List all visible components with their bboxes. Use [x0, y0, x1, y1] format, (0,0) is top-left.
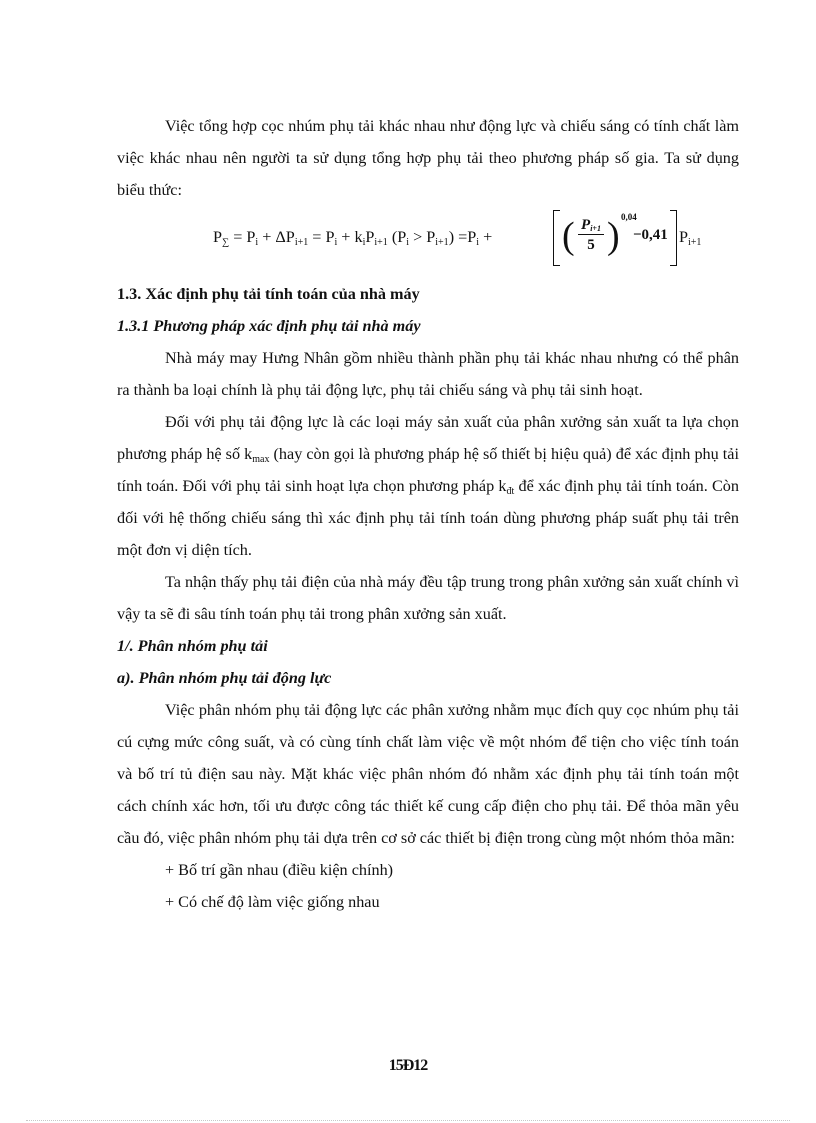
formula-text: > P	[409, 228, 436, 246]
page-content	[117, 110, 739, 918]
formula-left-part	[213, 228, 492, 247]
paragraph-methods	[117, 406, 739, 566]
formula-sub: i	[476, 237, 480, 248]
formula-sub: i+1	[374, 237, 388, 248]
formula-bracket-expression	[553, 210, 677, 264]
heading-section-1-3: 1.3. Xác định phụ tải tính toán của nhà máy	[117, 285, 420, 303]
formula-block	[117, 206, 739, 278]
formula-exponent: 0,04	[621, 212, 637, 222]
left-square-bracket	[553, 210, 560, 266]
formula-text: + ΔP	[258, 228, 295, 246]
formula-sub: i+1	[294, 237, 309, 248]
formula-text: P	[679, 228, 689, 246]
numerator-sub: i+1	[590, 224, 601, 233]
formula-sub: i+1	[435, 237, 449, 248]
paragraph-grouping: Việc phân nhóm phụ tải động lực các phân xưởng nhằm mục đích quy cọc nhúm phụ tải cú cựng mức công suất, và có cùng tính chất làm việc về một nhóm để tiện cho việc tính toán và bố trí tủ điện sau này. Mặt khác việc phân nhóm đó nhằm xác định phụ tải tính toán một cách chính xác hơn, tối ưu được công tác thiết kế cung cấp điện cho phụ tải. Để thỏa mãn yêu cầu đó, việc phân nhóm phụ tải dựa trên cơ sở các thiết bị điện trong cùng một nhóm thỏa mãn:	[117, 701, 739, 847]
formula-sub: i	[362, 237, 366, 248]
right-square-bracket	[670, 210, 677, 266]
formula-constant: −0,41	[633, 227, 668, 243]
heading-section-1-3-1: 1.3.1 Phương pháp xác định phụ tải nhà máy	[117, 317, 421, 335]
formula-tail	[679, 228, 701, 247]
formula-sub: i+1	[688, 237, 702, 248]
formula-text: +	[479, 228, 493, 246]
page-number: 15Ð12	[388, 1057, 428, 1074]
paragraph-factory-loads: Nhà máy may Hưng Nhân gồm nhiều thành phần phụ tải khác nhau nhưng có thể phân ra thành ba loại chính là phụ tải động lực, phụ tải chiếu sáng và phụ tải sinh hoạt.	[117, 349, 739, 399]
fraction-numerator	[578, 216, 604, 235]
bullet-item: + Bố trí gần nhau (điều kiện chính)	[165, 861, 394, 879]
heading-group-power-loads: a). Phân nhóm phụ tải động lực	[117, 669, 332, 687]
formula-text: = P	[229, 228, 256, 246]
methods-text: để xác định phụ tải tính toán. Còn đối với hệ thống chiếu sáng thì xác định phụ tải tính toán dùng phương pháp suất phụ tải trên một đơn vị diện tích.	[117, 477, 739, 559]
right-paren: )	[607, 215, 620, 257]
fraction-denominator: 5	[587, 237, 595, 253]
formula-text: = P	[308, 228, 335, 246]
subscript-max: max	[252, 454, 270, 465]
numerator-text: P	[581, 217, 591, 233]
left-paren: (	[562, 215, 575, 257]
formula-fraction	[578, 216, 604, 255]
formula-text: (P	[387, 228, 407, 246]
heading-group-loads: 1/. Phân nhóm phụ tải	[117, 637, 268, 655]
formula-sub: ∑	[222, 237, 230, 248]
page-bottom-divider	[26, 1120, 790, 1121]
formula-text: P	[213, 228, 223, 246]
formula-sub: i	[406, 237, 410, 248]
methods-text: Đối với phụ tải động lực là các loại máy sản xuất của phân xưởng sản xuất ta lựa chọn phương pháp hệ số k	[117, 413, 739, 463]
formula-text: ) =P	[448, 228, 477, 246]
paragraph-intro: Việc tổng hợp cọc nhúm phụ tải khác nhau như động lực và chiếu sáng có tính chất làm việc khác nhau nên người ta sử dụng tổng hợp phụ tải theo phương pháp số gia. Ta sử dụng biểu thức:	[117, 117, 739, 199]
formula-sub: i	[255, 237, 259, 248]
formula-text: P	[365, 228, 375, 246]
subscript-dt: đt	[506, 486, 515, 497]
formula-sub: i	[334, 237, 338, 248]
bullet-item: + Có chế độ làm việc giống nhau	[165, 893, 380, 911]
formula-text: + k	[337, 228, 363, 246]
paragraph-observation: Ta nhận thấy phụ tải điện của nhà máy đều tập trung trong phân xưởng sản xuất chính vì vậy ta sẽ đi sâu tính toán phụ tải trong phân xưởng sản xuất.	[117, 573, 739, 623]
methods-text: (hay còn gọi là phương pháp hệ số thiết bị hiệu quả) để xác định phụ tải tính toán. Đối với phụ tải sinh hoạt lựa chọn phương pháp k	[117, 445, 739, 495]
